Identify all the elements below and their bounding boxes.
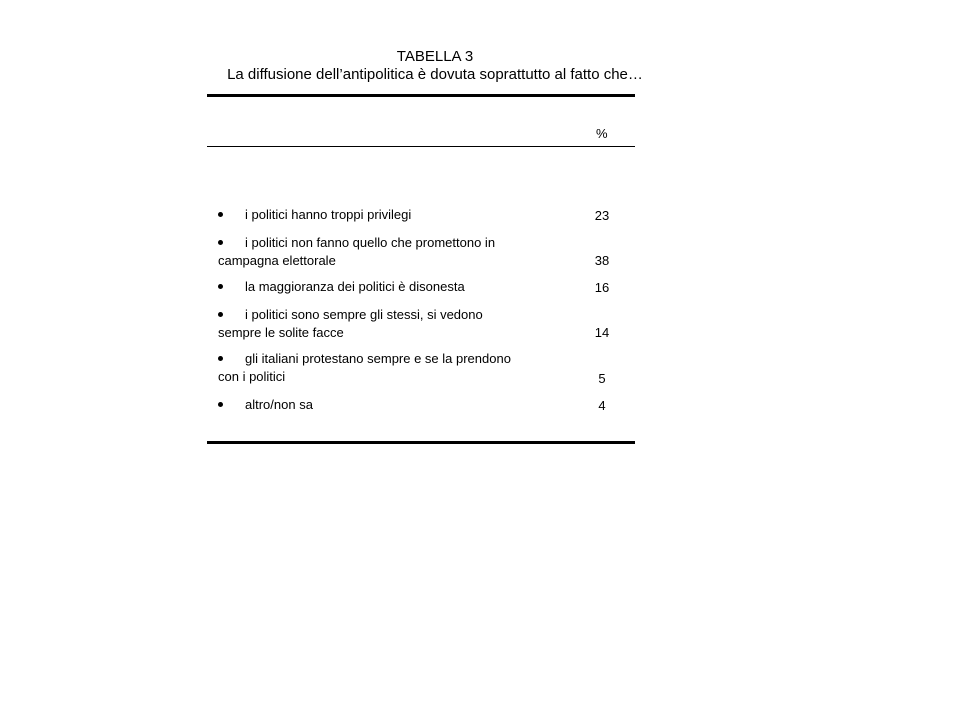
- percent-column-header: %: [596, 126, 608, 141]
- row-label: i politici sono sempre gli stessi, si vedono: [245, 307, 483, 322]
- row-label: gli italiani protestano sempre e se la prendono: [245, 351, 511, 366]
- table-row: [218, 396, 618, 414]
- bullet-icon: [218, 402, 223, 407]
- table-row: [218, 350, 618, 386]
- row-label-continuation: campagna elettorale: [218, 253, 336, 268]
- row-value: 4: [598, 398, 606, 413]
- table-row: [218, 278, 618, 296]
- row-label-continuation: sempre le solite facce: [218, 325, 344, 340]
- table-row: [218, 306, 618, 342]
- table-title: La diffusione dell’antipolitica è dovuta soprattutto al fatto che…: [227, 66, 643, 83]
- row-label: altro/non sa: [245, 397, 313, 412]
- row-value: 14: [594, 325, 610, 340]
- bullet-icon: [218, 212, 223, 217]
- top-rule: [207, 94, 635, 97]
- row-value: 38: [594, 253, 610, 268]
- row-value: 16: [594, 280, 610, 295]
- row-label: i politici hanno troppi privilegi: [245, 207, 412, 222]
- bullet-icon: [218, 356, 223, 361]
- table-row: [218, 206, 618, 224]
- table-row: [218, 234, 618, 270]
- row-value: 23: [594, 208, 610, 223]
- table-label: TABELLA 3: [396, 48, 474, 65]
- row-label: i politici non fanno quello che promettono in: [245, 235, 496, 250]
- row-value: 5: [598, 371, 606, 386]
- bullet-icon: [218, 312, 223, 317]
- header-rule: [207, 146, 635, 147]
- bullet-icon: [218, 284, 223, 289]
- bullet-icon: [218, 240, 223, 245]
- row-label-continuation: con i politici: [218, 369, 286, 384]
- table-title-block: [150, 48, 720, 84]
- row-label: la maggioranza dei politici è disonesta: [245, 279, 465, 294]
- bottom-rule: [207, 441, 635, 444]
